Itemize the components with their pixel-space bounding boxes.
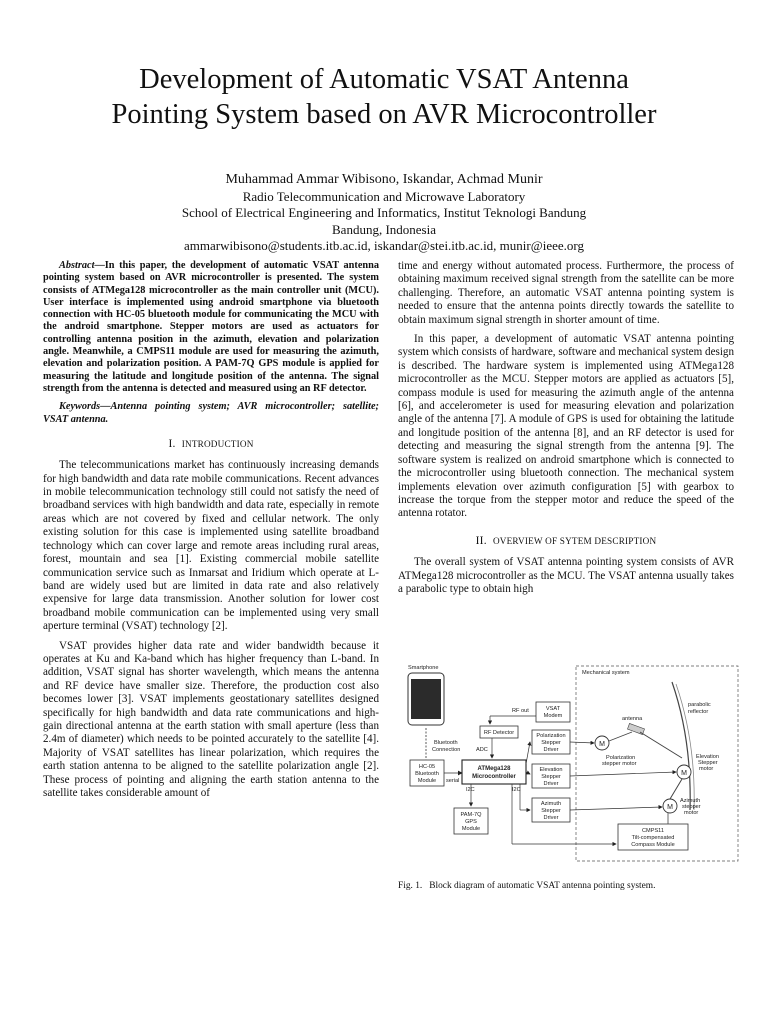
azimuth-driver-label-3: Driver (543, 815, 559, 821)
smartphone-label: Smartphone (408, 665, 439, 671)
keywords-text: —Antenna pointing system; AVR microcontroller; satellite; VSAT antenna. (43, 401, 379, 425)
azimuth-motor-label-2: stepper (682, 804, 701, 810)
elevation-motor-label-1: Elevation (696, 754, 720, 760)
antenna-boom (640, 732, 682, 758)
caption-text: Block diagram of automatic VSAT antenna pointing system. (429, 881, 656, 891)
right-paragraph-1: time and energy without automated process. Furthermore, the process of obtaining maximum received signal strength from the satellite can be more challenging. Therefore, an automatic VSAT antenna pointing system is needed to ensure that the antenna points directly towards the satellite to obtain maximum signal strength in shorter amount of time. (398, 260, 734, 326)
author-names: Muhammad Ammar Wibisono, Iskandar, Achmad Munir (225, 172, 543, 187)
polarization-driver-label-1: Polarization (536, 733, 566, 739)
azimuth-motor-label-1: Azimuth (680, 798, 701, 804)
figure-1-block-diagram (400, 660, 742, 865)
polarization-motor-label-2: stepper motor (602, 761, 637, 767)
block-diagram-svg (400, 660, 742, 865)
azimuth-driver-label-1: Azimuth (540, 801, 562, 807)
gps-label-2: GPS (465, 819, 477, 825)
mcu-label-2: Microcontroller (472, 774, 516, 780)
affiliation-lab: Radio Telecommunication and Microwave Laboratory (242, 189, 526, 204)
title-line-2: Pointing System based on AVR Microcontroller (111, 99, 657, 130)
abstract-label: Abstract (59, 260, 95, 271)
polarization-motor-label-1: Polarization (606, 755, 636, 761)
intro-paragraph-2: VSAT provides higher data rate and wider bandwidth because it operates at Ku and Ka-band which has higher frequency than L-band. In addition, VSAT signal has shorter wavelength, which means the antenna and RF device have smaller size. Therefore, the production cost also becomes lower [3]. VSAT implements geostationary satellites designed specifically for high bandwidth and data rate communications and high-gain directional antenna at the earth station with small aperture (less than 2.4m of diameter) which needs to be pointed accurately to the satellite [4]. Majority of VSAT satellites has linear polarization, which requires the earth station antenna to be aligned to the satellite polarization angle [2]. These process of pointing and aligning the earth station antenna to the satellite takes considerable amount of (43, 639, 379, 800)
smartphone-screen (411, 679, 441, 719)
parabolic-label-1: parabolic (688, 702, 711, 708)
mcu-label-1: ATMega128 (477, 766, 511, 772)
section-1-title: INTRODUCTION (181, 438, 254, 449)
hc05-label-3: Module (417, 778, 437, 784)
section-1-heading (43, 438, 379, 451)
cmps11-label-2: Tilt-compensated (631, 835, 675, 841)
mcu-box (462, 760, 526, 784)
elevation-driver-label-2: Stepper (541, 774, 561, 780)
figure-1-caption (398, 880, 738, 892)
affiliation-city: Bandung, Indonesia (332, 221, 436, 237)
right-column (398, 260, 734, 596)
gps-label-1: PAM-7Q (460, 812, 482, 818)
elevation-motor-symbol: M (681, 770, 687, 777)
paper-title (40, 62, 728, 132)
rf-detector-label: RF Detector (483, 730, 515, 736)
polarization-driver-label-2: Stepper (541, 740, 561, 746)
caption-label: Fig. 1. (398, 881, 423, 891)
intro-paragraph-1: The telecommunications market has continuously increasing demands for high bandwidth and data rate mobile communications. Recent advances in mobile telecommunication technology still could not satisfy the need of broadband services with high bandwidth and data rate, especially in remote areas which are not covered by fixed and cellular network. The only existing solution for this case is implemented using satellite broadband technology which can cover large and remote areas including rural areas, forest, mountain and sea [1]. Existing commercial mobile satellite communication service such as Inmarsat and Iridium which operate at L-band are widely used but are limited in data rate and also relatively expensive for large data transmission. Another solution for lower cost broadband mobile communication can be implemented using very small aperture terminal (VSAT) technology [2]. (43, 459, 379, 633)
azimuth-mast (670, 779, 682, 799)
azimuth-driver-label-2: Stepper (541, 808, 561, 814)
rf-out-label: RF out (512, 708, 529, 714)
mcu-to-pol-driver (526, 742, 530, 764)
keywords (43, 401, 379, 426)
bluetooth-connection-label-1: Bluetooth (434, 740, 458, 746)
antenna-label: antenna (622, 716, 643, 722)
azi-driver-to-motor (570, 807, 662, 810)
gps-label-3: Module (461, 826, 481, 832)
i2c-label-b: I2C (512, 787, 521, 793)
section-1-number: I. (168, 437, 176, 450)
serial-label: serial (446, 778, 460, 784)
elevation-driver-label-3: Driver (543, 781, 559, 787)
cmps11-label-3: Compass Module (631, 842, 675, 848)
vsat-modem-label-2: Modem (543, 713, 563, 719)
vsat-modem-label-1: VSAT (545, 706, 561, 712)
elevation-motor-label-3: motor (699, 766, 714, 772)
section-2-heading (398, 535, 734, 548)
pol-driver-to-motor (570, 742, 594, 743)
right-paragraph-2: In this paper, a development of automatic VSAT antenna pointing system which consists of hardware, software and mechanical system design is described. The hardware system is implemented using ATMega128 microcontroller as the MCU. Stepper motors are applied as actuators [5], compass module is used for measuring the azimuth angle of the antenna [6], and accelerometer is used for measuring elevation and polarization angle of the antenna [7]. A module of GPS is used for obtaining the latitude and longitude position of the antenna [8], and an RF detector is used for detecting and measuring the signal strength from the antenna [9]. The software system is realized on android smartphone which is connected to the microcontroller using bluetooth connection. The mechanical system implements elevation over azimuth configuration [5] with gearbox to increase the torque from the stepper motor and reduce the speed of the antenna rotator. (398, 333, 734, 520)
azimuth-motor-label-3: motor (684, 810, 699, 816)
affiliation-school: School of Electrical Engineering and Informatics, Institut Teknologi Bandung (181, 205, 587, 221)
elevation-motor-label-2: Stepper (698, 760, 718, 766)
hc05-label-2: Bluetooth (415, 771, 439, 777)
title-line-1: Development of Automatic VSAT Antenna (139, 64, 629, 95)
pol-motor-shaft (609, 732, 632, 741)
left-column (43, 260, 379, 800)
azimuth-motor-symbol: M (667, 804, 673, 811)
polarization-motor-symbol: M (599, 741, 605, 748)
adc-label: ADC (476, 747, 488, 753)
abstract-text: —In this paper, the development of automatic VSAT antenna pointing system based on AVR microcontroller is presented. The system consists of ATMega128 microcontroller as the main controller unit (MCU). User interface is implemented using android smartphone via bluetooth connection with HC-05 bluetooth module for communicating the MCU with the android smartphone. Stepper motors are used as actuators for controlling antenna position in the azimuth, elevation and polarization angle. Meanwhile, a CMPS11 module are used for measuring the azimuth, elevation and polarization position. A PAM-7Q GPS module is applied for measuring the latitude and longitude position of the antenna. The signal strength from the antenna is detected and measured using an RF detector. (43, 260, 379, 394)
author-emails: ammarwibisono@students.itb.ac.id, iskandar@stei.itb.ac.id, munir@ieee.org (184, 237, 584, 253)
overview-paragraph-1: The overall system of VSAT antenna pointing system consists of AVR ATMega128 microcontroller as the MCU. The VSAT antenna usually takes a parabolic type to obtain high (398, 556, 734, 595)
hc05-label-1: HC-05 (418, 764, 436, 770)
mcu-to-elev-driver (526, 772, 530, 774)
author-block (40, 171, 728, 254)
elevation-driver-label-1: Elevation (539, 767, 563, 773)
parabolic-label-2: reflector (688, 709, 709, 715)
keywords-label: Keywords (59, 401, 101, 413)
abstract (43, 260, 379, 395)
section-2-title: OVERVIEW OF SYTEM DESCRIPTION (492, 535, 657, 546)
bluetooth-connection-label-2: Connection (432, 747, 461, 753)
polarization-driver-label-3: Driver (543, 747, 559, 753)
i2c-label-a: I2C (466, 787, 475, 793)
cmps11-label-1: CMPS11 (642, 828, 664, 834)
mechanical-system-label: Mechanical system (582, 670, 630, 676)
vsat-modem-box (536, 702, 570, 722)
elev-driver-to-motor (570, 772, 676, 776)
section-2-number: II. (475, 534, 487, 547)
